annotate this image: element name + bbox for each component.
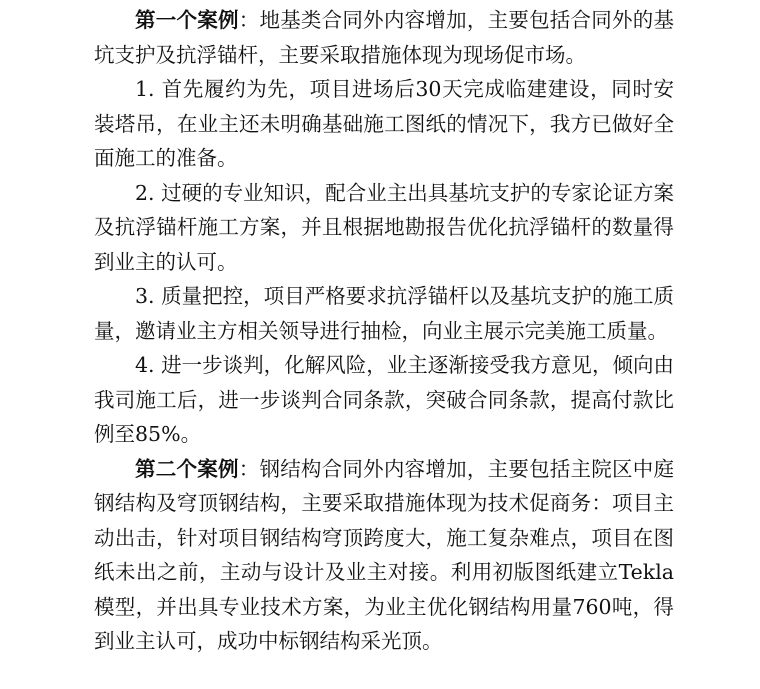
case1-title-separator: ：	[238, 8, 260, 32]
case1-title: 第一个案例	[135, 8, 239, 32]
case2-title-separator: ：	[238, 456, 260, 481]
case1-point-1: 1. 首先履约为先，项目进场后30天完成临建建设，同时安装塔吊，在业主还未明确基础施工图纸的情况下，我方已做好全面施工的准备。	[94, 77, 674, 170]
case1-point-2: 2. 过硬的专业知识，配合业主出具基坑支护的专家论证方案及抗浮锚杆施工方案，并且根据地勘报告优化抗浮锚杆的数量得到业主的认可。	[94, 180, 674, 274]
document-body	[94, 0, 674, 659]
case1-intro: 地基类合同外内容增加，主要包括合同外的基坑支护及抗浮锚杆，主要采取措施体现为现场促市场。	[94, 8, 675, 67]
case1-point-4: 4. 进一步谈判，化解风险，业主逐渐接受我方意见，倾向由我司施工后，进一步谈判合同条款，突破合同条款，提高付款比例至85%。	[94, 353, 674, 446]
case1-paragraph	[94, 3, 674, 72]
case1-point-3: 3. 质量把控，项目严格要求抗浮锚杆以及基坑支护的施工质量，邀请业主方相关领导进行抽检，向业主展示完美施工质量。	[94, 284, 674, 343]
case2-paragraph	[94, 452, 674, 659]
case2-title: 第二个案例	[135, 456, 239, 481]
case2-body: 钢结构合同外内容增加，主要包括主院区中庭钢结构及穹顶钢结构，主要采取措施体现为技术促商务：项目主动出击，针对项目钢结构穹顶跨度大，施工复杂难点，项目在图纸未出之前，主动与设计及业主对接。利用初版图纸建立Tekla模型，并出具专业技术方案，为业主优化钢结构用量760吨，得到业主认可，成功中标钢结构采光顶。	[94, 456, 675, 653]
